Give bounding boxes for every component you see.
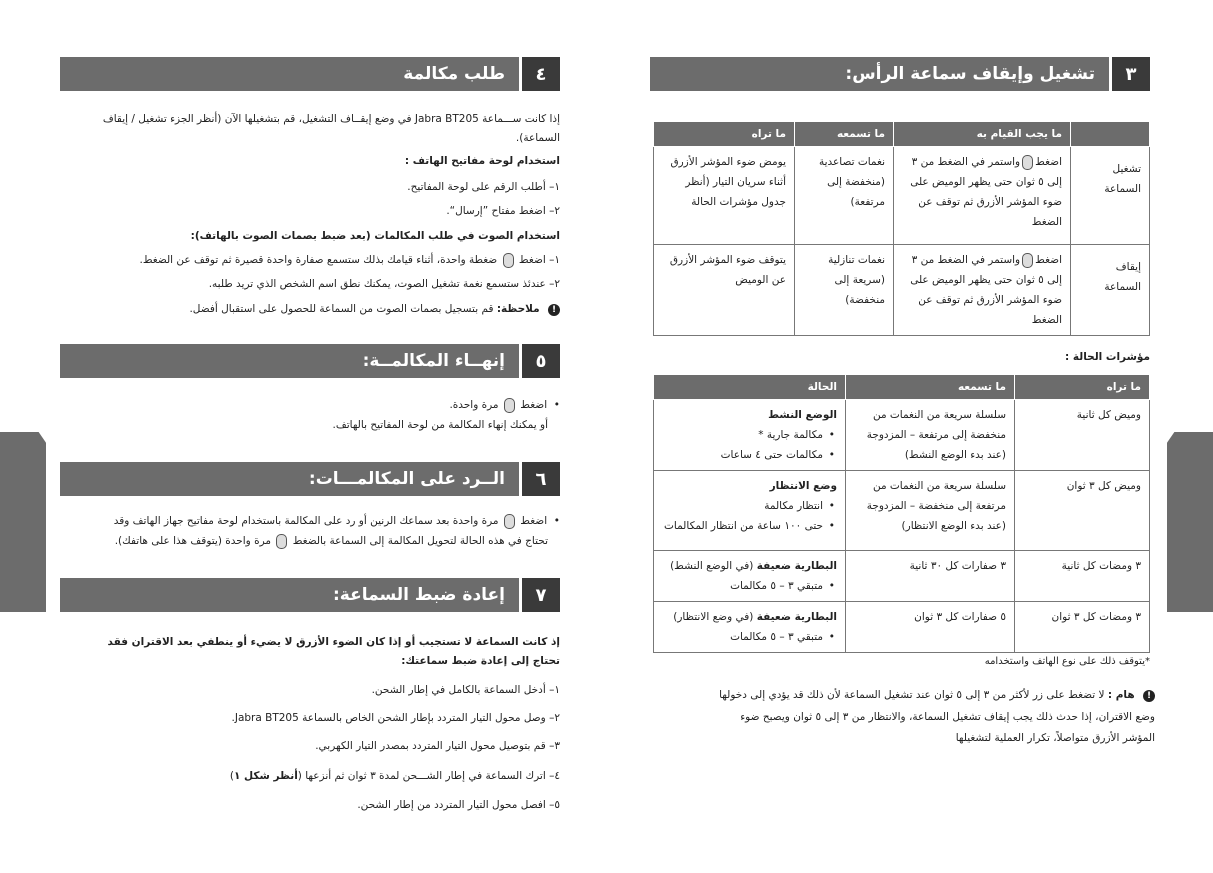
row-state: [654, 602, 846, 653]
keypad-step-2: ٢– اضغط مفتاح ”إرسال“.: [446, 205, 560, 217]
sec6-c: تحتاج في هذه الحالة لتحويل المكالمة إلى السماعة بالضغط: [292, 535, 548, 547]
row-action: [894, 245, 1071, 336]
section-title: إنهــاء المكالمــة:: [362, 351, 505, 371]
table-row: [654, 245, 1150, 336]
section-number: ٣: [1109, 57, 1150, 91]
power-table: [653, 121, 1150, 336]
sec7-heading: إذ كانت السماعة لا تستجيب أو إذا كان الضوء الأزرق لا يضيء أو ينطفي بعد الاقتران فقد تحتاج إلى إعادة ضبط سماعتك:: [107, 636, 560, 667]
headset-button-icon: [503, 253, 514, 268]
side-tab-left: [0, 432, 46, 612]
table-header: ما يجب القيام به: [894, 122, 1071, 147]
row-hear: نغمات تنازلية (سريعة إلى منخفضة): [795, 245, 894, 336]
table-row: [654, 602, 1150, 653]
row-hear: سلسلة سريعة من النغمات من مرتفعة إلى منخفضة – المزدوجة (عند بدء الوضع الانتظار): [846, 471, 1015, 551]
section-3-header: [650, 57, 1150, 91]
voice-step-1: [140, 251, 561, 270]
keypad-heading: استخدام لوحة مفاتيح الهاتف :: [404, 155, 560, 167]
headset-button-icon: [1022, 253, 1033, 268]
row-see: وميض كل ٣ ثوان: [1015, 471, 1150, 551]
section-4-header: [60, 57, 560, 91]
row-state: [654, 471, 846, 551]
row-see: يتوقف ضوء المؤشر الأزرق عن الوميض: [654, 245, 795, 336]
sec6-b: مرة واحدة بعد سماعك الرنين أو رد على المكالمة باستخدام لوحة مفاتيح جهاز الهاتف وقد: [113, 515, 499, 527]
state-title-line: [662, 607, 837, 627]
row-label: تشغيل السماعة: [1071, 147, 1150, 245]
table-row: [654, 551, 1150, 602]
sec6-line-1: • اضغط مرة واحدة بعد سماعك الرنين أو رد على المكالمة باستخدام لوحة مفاتيح جهاز الهاتف وقد: [113, 515, 560, 527]
section-title: تشغيل وإيقاف سماعة الرأس:: [845, 64, 1095, 84]
table-row: [654, 400, 1150, 471]
list-item: • متبقي ٣ – ٥ مكالمات: [662, 627, 823, 647]
state-title: وضع الانتظار: [769, 480, 837, 492]
sec5-bullet-b: مرة واحدة.: [449, 399, 499, 411]
section-number: ٤: [519, 57, 560, 91]
state-title-suffix: (في الوضع النشط): [670, 560, 757, 572]
table-header: الحالة: [654, 375, 846, 400]
sec4-intro: إذا كانت ســـماعة Jabra BT205 في وضع إيقــاف التشغيل، قم بتشغيلها الآن (أنظر الجزء تشغيل / إيقاف السماعة).: [102, 113, 560, 144]
section-7-header: [60, 578, 560, 612]
keypad-step-1: ١– أطلب الرقم على لوحة المفاتيح.: [407, 181, 560, 193]
warning-icon: !: [548, 304, 560, 316]
section-number: ٦: [519, 462, 560, 496]
footnote: *يتوقف ذلك على نوع الهاتف واستخدامه: [984, 656, 1150, 667]
table-header: ما تراه: [654, 122, 795, 147]
note: [189, 300, 560, 319]
sec7-step-4-ref: أنظر شكل ١: [233, 770, 298, 782]
side-tab-right: [1167, 432, 1213, 612]
section-6-header: [60, 462, 560, 496]
voice-step-1-b: ضغطة واحدة، أثناء قيامك بذلك ستسمع صفارة واحدة قصيرة ثم توقف عن الضغط.: [139, 254, 498, 266]
row-hear: ٥ صفارات كل ٣ ثوان: [846, 602, 1015, 653]
section-5-header: [60, 344, 560, 378]
voice-step-1-a: ١– اضغط: [518, 254, 560, 266]
section-title: طلب مكالمة: [403, 64, 505, 84]
row-action-b: واستمر في الضغط من ٣ إلى ٥ ثوان حتى يظهر الوميض على ضوء المؤشر الأزرق ثم توقف عن الضغط: [910, 156, 1062, 228]
important-text-1: لا تضغط على زر لأكثر من ٣ إلى ٥ ثوان عند تشغيل السماعة لأن ذلك قد يؤدي إلى دخولها: [719, 689, 1105, 701]
voice-step-2: ٢– عندئذ ستسمع نغمة تشغيل الصوت، يمكنك نطق اسم الشخص الذي تريد طلبه.: [208, 278, 560, 290]
row-label: إيقاف السماعة: [1071, 245, 1150, 336]
row-hear: ٣ صفارات كل ٣٠ ثانية: [846, 551, 1015, 602]
sec7-step-5: ٥– افصل محول التيار المتردد من إطار الشحن.: [357, 799, 560, 811]
sec7-step-4: [230, 767, 560, 786]
section-number: ٧: [519, 578, 560, 612]
table-row: [654, 471, 1150, 551]
state-title: البطارية ضعيفة: [756, 560, 837, 572]
row-state: [654, 551, 846, 602]
list-item: • حتى ١٠٠ ساعة من انتظار المكالمات: [662, 516, 823, 536]
table-header-row: [654, 122, 1150, 147]
status-table: [653, 374, 1150, 653]
section-title: الــرد على المكالمـــات:: [308, 469, 505, 489]
row-action-a: اضغط: [1035, 254, 1062, 266]
sec6-a: اضغط: [520, 515, 548, 527]
section-title: إعادة ضبط السماعة:: [332, 585, 505, 605]
headset-button-icon: [504, 398, 515, 413]
sec7-step-4-c: ): [229, 770, 234, 782]
row-action-b: واستمر في الضغط من ٣ إلى ٥ ثوان حتى يظهر الوميض على ضوء المؤشر الأزرق ثم توقف عن الضغط: [910, 254, 1062, 326]
warning-icon: !: [1143, 690, 1155, 702]
headset-button-icon: [1022, 155, 1033, 170]
table-header: ما تراه: [1015, 375, 1150, 400]
row-hear: نغمات تصاعدية (منخفضة إلى مرتفعة): [795, 147, 894, 245]
state-title: الوضع النشط: [768, 409, 837, 421]
row-see: ٣ ومضات كل ٣ ثوان: [1015, 602, 1150, 653]
sec6-d: مرة واحدة (يتوقف هذا على هاتفك).: [114, 535, 272, 547]
sec6-line-2: [115, 532, 548, 551]
state-title: البطارية ضعيفة: [756, 611, 837, 623]
right-page: [606, 0, 1213, 873]
state-title-line: [662, 556, 837, 576]
list-item: • انتظار مكالمة: [662, 496, 823, 516]
sec5-bullet-a: اضغط: [520, 399, 548, 411]
headset-button-icon: [276, 534, 287, 549]
sec5-bullet: • اضغط مرة واحدة.: [449, 399, 560, 411]
note-text: قم بتسجيل بصمات الصوت من السماعة للحصول على استقبال أفضل.: [189, 303, 494, 315]
state-title-suffix: (في وضع الانتظار): [673, 611, 757, 623]
important-label: هام :: [1107, 689, 1135, 701]
sec7-step-3: ٣– قم بتوصيل محول التيار المتردد بمصدر التيار الكهربي.: [315, 740, 560, 752]
row-see: ٣ ومضات كل ثانية: [1015, 551, 1150, 602]
row-action: [894, 147, 1071, 245]
list-item: • مكالمة جارية *: [662, 425, 823, 445]
sec7-step-1: ١– أدخل السماعة بالكامل في إطار الشحن.: [371, 684, 560, 696]
left-page: [0, 0, 606, 873]
list-item: • مكالمات حتى ٤ ساعات: [662, 445, 823, 465]
table-header: ما تسمعه: [795, 122, 894, 147]
section-number: ٥: [519, 344, 560, 378]
voice-heading: استخدام الصوت في طلب المكالمات (بعد ضبط بصمات الصوت بالهاتف):: [190, 230, 560, 242]
row-see: يومض ضوء المؤشر الأزرق أثناء سريان التيار (أنظر جدول مؤشرات الحالة: [654, 147, 795, 245]
important-line-1: [719, 686, 1155, 705]
row-state: [654, 400, 846, 471]
table-header-row: [654, 375, 1150, 400]
sec5-line-2: أو يمكنك إنهاء المكالمة من لوحة المفاتيح بالهاتف.: [332, 419, 548, 431]
status-heading: مؤشرات الحالة :: [1065, 351, 1150, 363]
sec7-step-2: ٢– وصل محول التيار المتردد بإطار الشحن الخاص بالسماعة Jabra BT205.: [231, 712, 560, 724]
table-row: [654, 147, 1150, 245]
note-label: ملاحظة:: [496, 303, 540, 315]
important-line-3: المؤشر الأزرق متواصلاً، تكرار العملية لتشغيلها: [955, 732, 1155, 744]
list-item: • متبقي ٣ – ٥ مكالمات: [662, 576, 823, 596]
row-action-a: اضغط: [1035, 156, 1062, 168]
table-header: ما تسمعه: [846, 375, 1015, 400]
important-line-2: وضع الاقتران، إذا حدث ذلك يجب إيقاف تشغيل السماعة، والانتظار من ٣ إلى ٥ ثوان ويصبح ضوء: [740, 711, 1155, 723]
row-hear: سلسلة سريعة من النغمات من منخفضة إلى مرتفعة – المزدوجة (عند بدء الوضع النشط): [846, 400, 1015, 471]
row-see: وميض كل ثانية: [1015, 400, 1150, 471]
table-header: [1071, 122, 1150, 147]
headset-button-icon: [504, 514, 515, 529]
sec7-step-4-a: ٤– اترك السماعة في إطار الشـــحن لمدة ٣ ثوان ثم أنزعها (: [297, 770, 560, 782]
